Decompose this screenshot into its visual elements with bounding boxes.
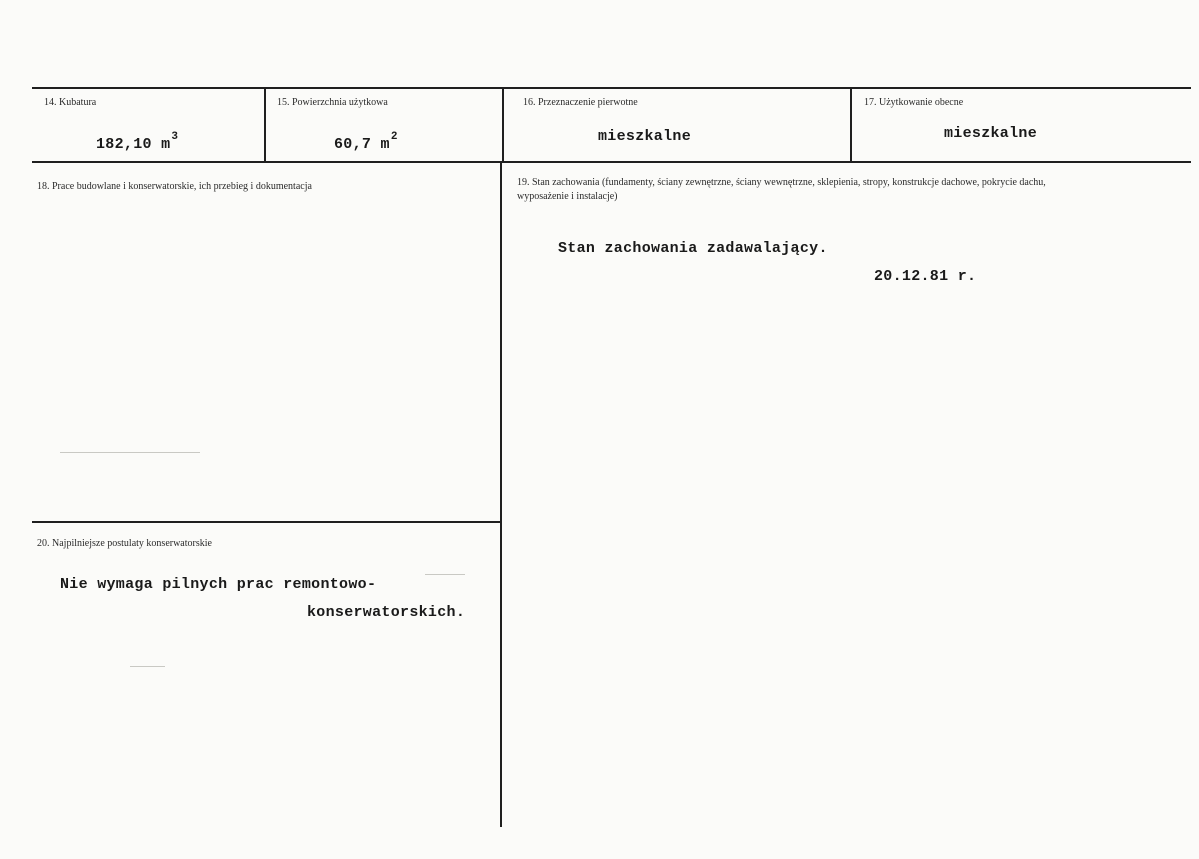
scan-smudge xyxy=(425,574,465,575)
kubatura-value: 182,10 m xyxy=(96,136,171,153)
field-16-value: mieszkalne xyxy=(598,128,692,145)
field-17-label: 17. Użytkowanie obecne xyxy=(864,97,964,108)
section-18-20-divider xyxy=(32,521,501,523)
divider-15-16 xyxy=(502,87,504,163)
powierzchnia-value: 60,7 m xyxy=(334,136,390,153)
field-14-label: 14. Kubatura xyxy=(44,97,97,108)
field-19-label: 19. Stan zachowania (fundamenty, ściany zewnętrzne, ściany wewnętrzne, sklepienia, stropy, konstrukcje dachowe, pokrycie dachu, wyposażenie i instalacje) xyxy=(517,177,1046,202)
kubatura-exponent: 3 xyxy=(171,131,179,143)
scan-smudge xyxy=(60,452,200,453)
field-20-text-line1: Nie wymaga pilnych prac remontowo- xyxy=(60,576,377,593)
field-17-value: mieszkalne xyxy=(944,125,1038,142)
divider-16-17 xyxy=(850,87,852,163)
field-20-label: 20. Najpilniejsze postulaty konserwatorskie xyxy=(37,538,212,549)
divider-left-right-column xyxy=(500,161,502,827)
field-14-value xyxy=(96,131,178,154)
field-15-value xyxy=(334,131,398,154)
field-19-date: 20.12.81 r. xyxy=(874,268,977,285)
field-18-label: 18. Prace budowlane i konserwatorskie, ich przebieg i dokumentacja xyxy=(37,181,312,192)
divider-14-15 xyxy=(264,87,266,163)
top-border-line xyxy=(32,87,1191,89)
scan-smudge xyxy=(130,666,165,667)
field-16-label: 16. Przeznaczenie pierwotne xyxy=(523,97,638,108)
row1-bottom-line xyxy=(32,161,1191,163)
field-19-condition-text: Stan zachowania zadawalający. xyxy=(558,240,828,257)
powierzchnia-exponent: 2 xyxy=(390,131,398,143)
field-15-label: 15. Powierzchnia użytkowa xyxy=(277,97,388,108)
field-20-text-line2: konserwatorskich. xyxy=(307,604,466,621)
